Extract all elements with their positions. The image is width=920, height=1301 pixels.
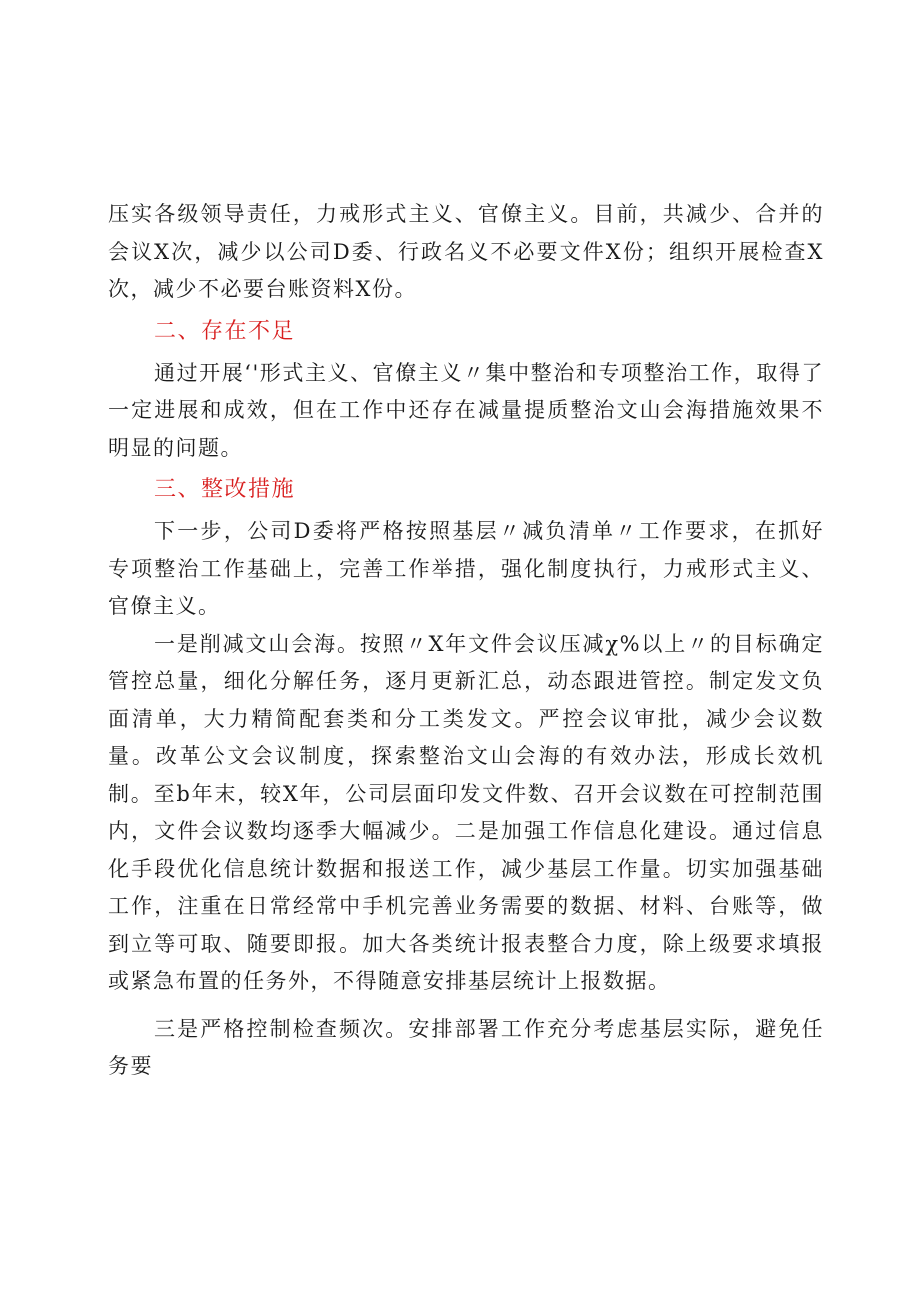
paragraph-intro: 压实各级领导责任，力戒形式主义、官僚主义。目前，共减少、合并的会议X次，减少以公司D委、行政名义不必要文件X份；组织开展检查X次，减少不必要台账资料X份。	[108, 202, 824, 301]
paragraph-shortcomings: 通过开展‘'形式主义、官僚主义〃集中整治和专项整治工作，取得了一定进展和成效，但在工作中还存在减量提质整治文山会海措施效果不明显的问题。	[108, 360, 824, 460]
heading-shortcomings: 二、存在不足	[154, 318, 296, 344]
paragraph-next-step: 下一步，公司D委将严格按照基层〃减负清单〃工作要求，在抓好专项整治工作基础上，完善工作举措，强化制度执行，力戒形式主义、官僚主义。	[108, 519, 824, 618]
paragraph-measure-three: 三是严格控制检查频次。安排部署工作充分考虑基层实际，避免任务要	[108, 1016, 824, 1078]
heading-rectification-measures: 三、整改措施	[154, 477, 296, 502]
document-body	[108, 196, 824, 1086]
paragraph-measures-one-two: 一是削减文山会海。按照〃X年文件会议压减χ%以上〃的目标确定管控总量，细化分解任务，逐月更新汇总，动态跟进管控。制定发文负面清单，大力精简配套类和分工类发文。严控会议审批，减少会议数量。改革公文会议制度，探索整治文山会海的有效办法，形成长效机制。至b年末，较X年，公司层面印发文件数、召开会议数在可控制范围内，文件会议数均逐季大幅减少。二是加强工作信息化建设。通过信息化手段优化信息统计数据和报送工作，减少基层工作量。切实加强基础工作，注重在日常经常中手机完善业务需要的数据、材料、台账等，做到立等可取、随要即报。加大各类统计报表整合力度，除上级要求填报或紧急布置的任务外，不得随意安排基层统计上报数据。	[108, 631, 824, 993]
